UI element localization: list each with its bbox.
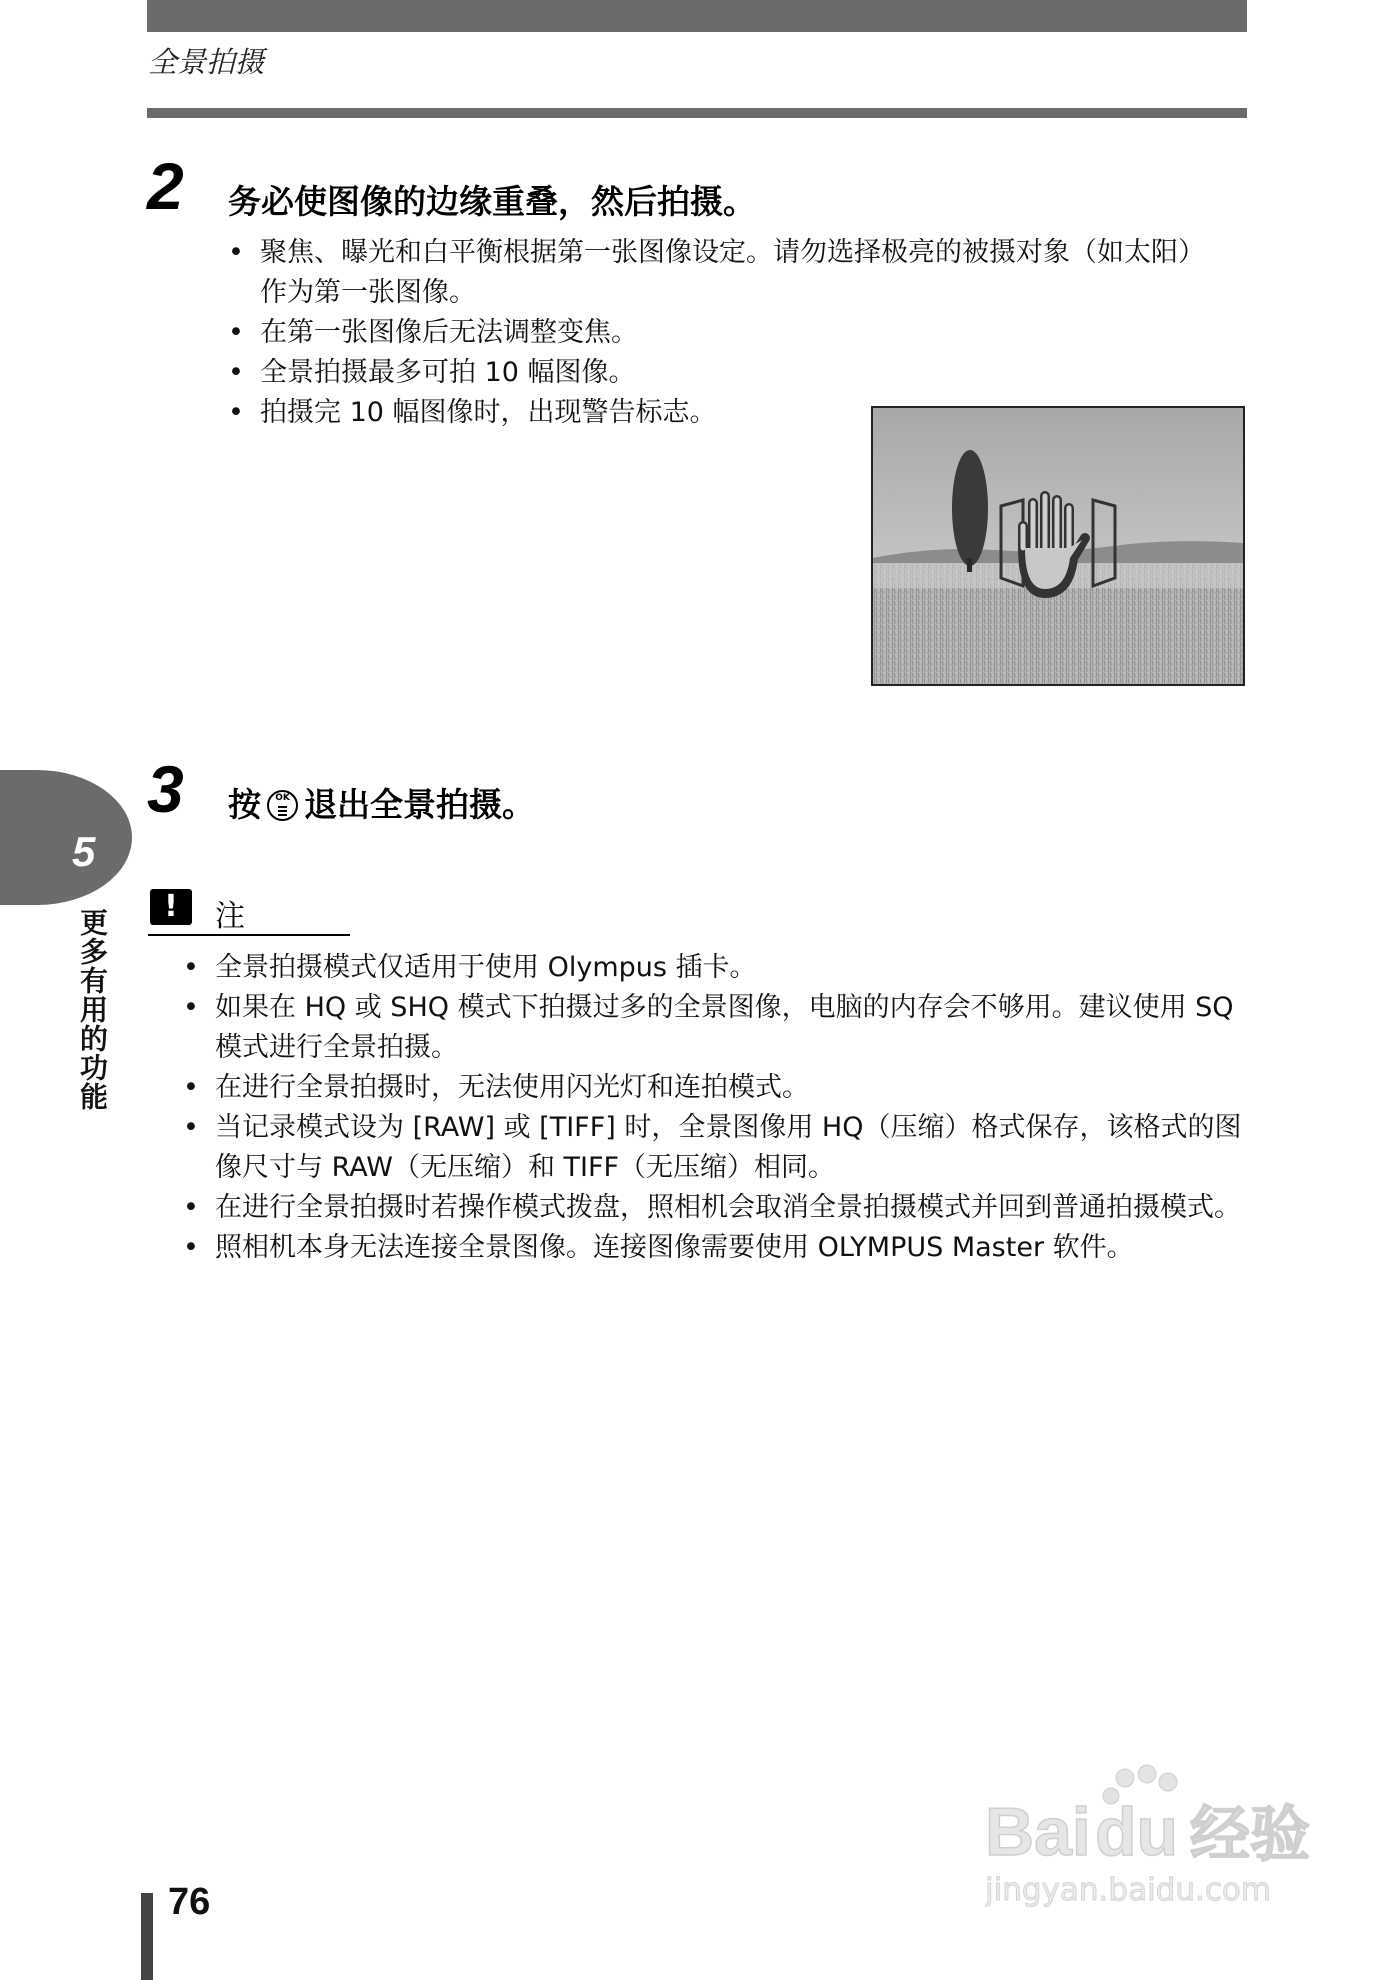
- page-number-bar: [141, 1893, 153, 1980]
- bullet-text: 拍摄完 10 幅图像时，出现警告标志。: [260, 397, 717, 428]
- note-bullet: [183, 1108, 1248, 1188]
- note-bullet: [183, 948, 1248, 988]
- header-rule: [147, 108, 1247, 118]
- step-3-number: 3: [147, 752, 184, 826]
- baidu-watermark-logo: [985, 1760, 1315, 1930]
- section-title: 全景拍摄: [148, 45, 265, 79]
- bullet-text: 聚焦、曝光和白平衡根据第一张图像设定。请勿选择极亮的被摄对象（如太阳）作为第一张图像。: [260, 237, 1205, 308]
- step-3-heading: [228, 779, 535, 826]
- note-title: 注: [215, 899, 245, 934]
- bullet-dot: •: [183, 1072, 199, 1103]
- watermark-url: jingyan.baidu.com: [985, 1872, 1272, 1908]
- step-2-heading: 务必使图像的边缘重叠，然后拍摄。: [228, 182, 756, 221]
- chapter-tab: [0, 770, 132, 905]
- note-bullet: [183, 1188, 1248, 1228]
- page-number: 76: [168, 1881, 211, 1923]
- bullet-dot: •: [228, 397, 244, 428]
- landscape-image: [873, 408, 1243, 684]
- header-bar: [147, 0, 1247, 32]
- bullet-dot: •: [183, 1192, 199, 1223]
- bullet-dot: •: [228, 317, 244, 348]
- step-2-bullet: [228, 353, 1228, 393]
- note-underline: [148, 934, 350, 936]
- chapter-number: 5: [72, 828, 96, 875]
- caution-icon: !: [150, 889, 192, 925]
- bullet-text: 全景拍摄模式仅适用于使用 Olympus 插卡。: [215, 952, 757, 983]
- bullet-text: 在进行全景拍摄时，无法使用闪光灯和连拍模式。: [215, 1072, 809, 1103]
- step-3-heading-text: 退出全景拍摄。: [304, 785, 535, 824]
- svg-text:经验: 经验: [1190, 1800, 1310, 1870]
- step-2-bullet-list: [228, 233, 1228, 433]
- note-bullet-list: [183, 948, 1248, 1268]
- svg-text:Bai: Bai: [985, 1794, 1091, 1870]
- step-2-bullet: [228, 233, 1228, 313]
- bullet-text: 在第一张图像后无法调整变焦。: [260, 317, 638, 348]
- bullet-text: 在进行全景拍摄时若操作模式拨盘，照相机会取消全景拍摄模式并回到普通拍摄模式。: [215, 1192, 1241, 1223]
- bullet-text: 照相机本身无法连接全景图像。连接图像需要使用 OLYMPUS Master 软件。: [215, 1232, 1134, 1263]
- ok-menu-button-icon: [267, 790, 298, 821]
- note-bullet: [183, 1068, 1248, 1108]
- chapter-label: 更多有用的功能: [76, 908, 109, 1111]
- bullet-dot: •: [183, 952, 199, 983]
- bullet-dot: •: [183, 1232, 199, 1263]
- bullet-text: 如果在 HQ 或 SHQ 模式下拍摄过多的全景图像，电脑的内存会不够用。建议使用 SQ 模式进行全景拍摄。: [215, 992, 1234, 1063]
- bullet-dot: •: [183, 1112, 199, 1143]
- bullet-dot: •: [183, 992, 199, 1023]
- step-3-heading-text: 按: [228, 785, 261, 824]
- step-2-number: 2: [147, 149, 184, 223]
- step-2-bullet: [228, 313, 1228, 353]
- bullet-text: 全景拍摄最多可拍 10 幅图像。: [260, 357, 636, 388]
- panorama-warning-photo: [871, 406, 1245, 686]
- bullet-dot: •: [228, 237, 244, 268]
- bullet-text: 当记录模式设为 [RAW] 或 [TIFF] 时，全景图像用 HQ（压缩）格式保存，该格式的图像尺寸与 RAW（无压缩）和 TIFF（无压缩）相同。: [215, 1112, 1242, 1183]
- ok-icon-label: OK: [275, 793, 290, 803]
- note-bullet: [183, 988, 1248, 1068]
- bullet-dot: •: [228, 357, 244, 388]
- svg-text:du: du: [1095, 1794, 1179, 1870]
- note-bullet: [183, 1228, 1248, 1268]
